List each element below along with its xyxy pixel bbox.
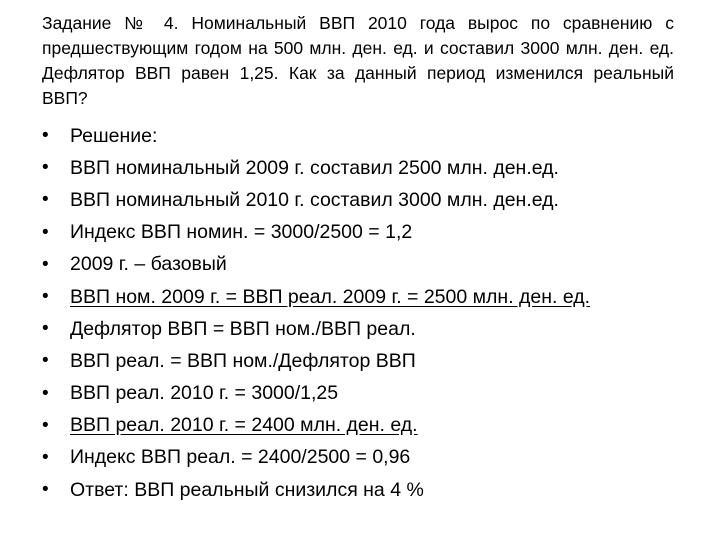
list-item-text-underlined: ВВП реал. 2010 г. = 2400 млн. ден. ед. <box>70 414 418 437</box>
list-item-text: ВВП номинальный 2009 г. составил 2500 млн. ден.ед. <box>70 156 559 179</box>
list-item-text: ВВП номинальный 2010 г. составил 3000 млн. ден.ед. <box>70 188 559 211</box>
bullet-icon: • <box>42 157 49 179</box>
list-item <box>42 474 682 506</box>
list-item <box>42 313 682 345</box>
list-item-text: Дефлятор ВВП = ВВП ном./ВВП реал. <box>70 317 416 340</box>
bullet-icon: • <box>42 253 49 275</box>
bullet-icon: • <box>42 382 49 404</box>
task-statement: Задание № 4. Номинальный ВВП 2010 года вырос по сравнению с предшествующим годом на 500 млн. ден. ед. и составил 3000 млн. ден. ед. Дефлятор ВВП равен 1,25. Как за данный период изменился реальный ВВП? <box>42 13 674 108</box>
list-item <box>42 120 682 152</box>
bullet-icon: • <box>42 446 49 468</box>
list-item <box>42 281 682 313</box>
list-item <box>42 152 682 184</box>
list-item-text: 2009 г. – базовый <box>70 253 227 276</box>
answer-text: Ответ: ВВП реальный снизился на 4 % <box>70 478 424 501</box>
list-item <box>42 249 682 281</box>
list-item-text: Индекс ВВП номин. = 3000/2500 = 1,2 <box>70 221 413 244</box>
bullet-icon: • <box>42 125 49 147</box>
list-item <box>42 217 682 249</box>
bullet-icon: • <box>42 189 49 211</box>
bullet-icon: • <box>42 479 49 501</box>
solution-list <box>42 120 682 506</box>
list-item-text-underlined: ВВП ном. 2009 г. = ВВП реал. 2009 г. = 2500 млн. ден. ед. <box>70 285 591 308</box>
list-item <box>42 184 682 216</box>
solution-heading: Решение: <box>70 124 158 147</box>
list-item <box>42 442 682 474</box>
bullet-icon: • <box>42 414 49 436</box>
list-item <box>42 378 682 410</box>
list-item <box>42 410 682 442</box>
bullet-icon: • <box>42 286 49 308</box>
bullet-icon: • <box>42 318 49 340</box>
list-item-text: ВВП реал. 2010 г. = 3000/1,25 <box>70 382 339 405</box>
list-item <box>42 345 682 377</box>
bullet-icon: • <box>42 350 49 372</box>
list-item-text: Индекс ВВП реал. = 2400/2500 = 0,96 <box>70 446 411 469</box>
list-item-text: ВВП реал. = ВВП ном./Дефлятор ВВП <box>70 349 416 372</box>
bullet-icon: • <box>42 221 49 243</box>
